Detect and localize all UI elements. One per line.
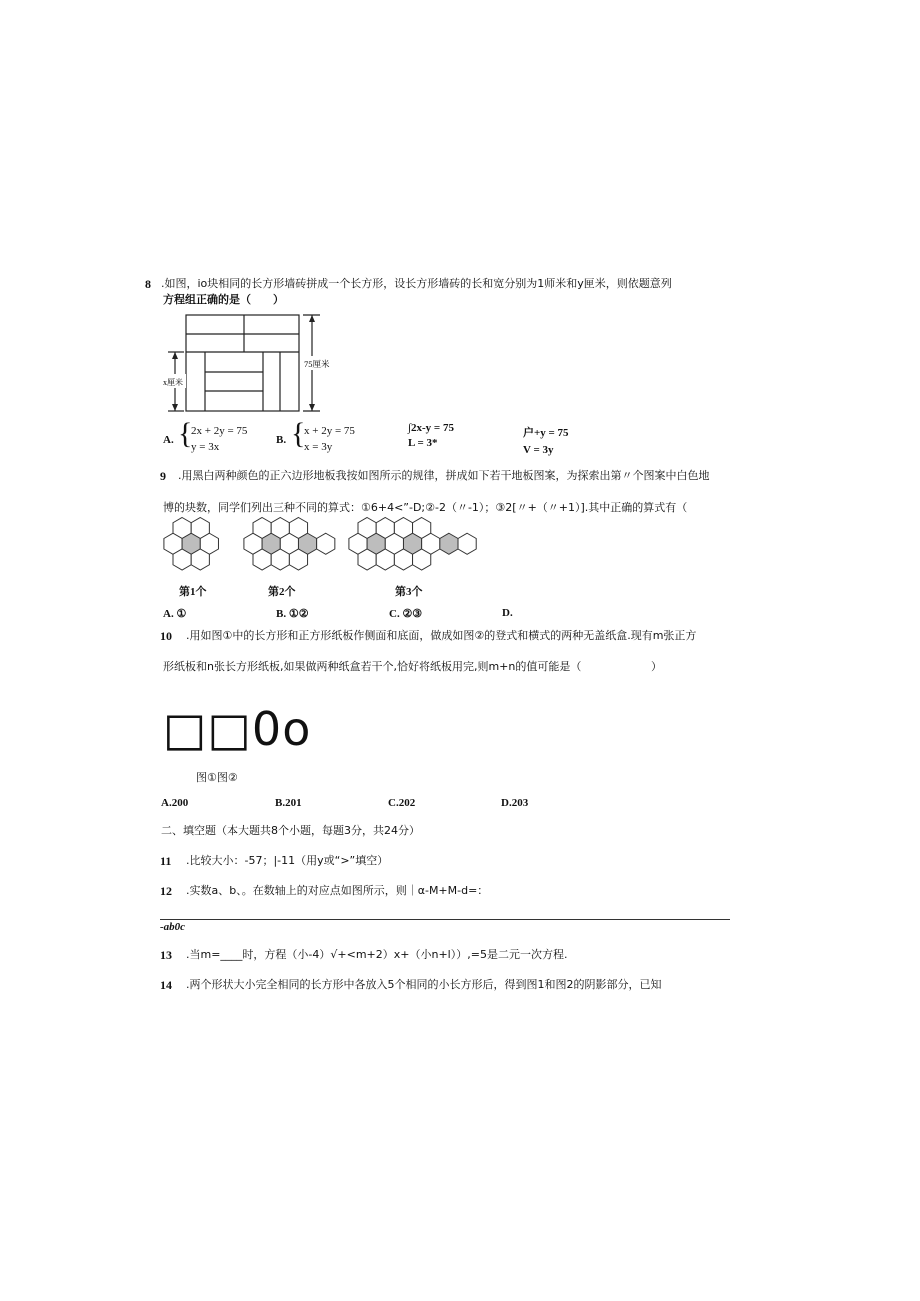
q8-option-a-eq1: 2x + 2y = 75 [191,425,248,437]
q9-option-b: B. ①② [276,608,309,620]
q11-text: .比较大小：-57；|-11（用y或“>”填空） [186,854,389,867]
q9-option-a: A. ① [163,608,187,620]
q8-option-c-eq2: L = 3* [408,437,438,449]
outer-rectangle [186,315,299,411]
q8-option-a-eq2: y = 3x [191,441,220,453]
q10-text-line2-close: ） [651,660,662,673]
q14-text: .两个形状大小完全相同的长方形中各放入5个相同的小长方形后，得到图1和图2的阴影部分，已知 [186,978,662,991]
q9-text-line1: .用黑白两种颜色的正六边形地板我按如图所示的规律，拼成如下若干地板图案，为探索出第〃个图案中白色地 [178,469,710,482]
q8-number: 8 [145,277,151,291]
q9-figure-label-1: 第1个 [179,586,207,598]
white-hexagon [289,549,307,570]
q9-option-d: D. [502,607,513,619]
q14-number: 14 [160,978,172,992]
white-hexagon [358,549,376,570]
q8-option-d-eq2: V = 3y [523,444,554,456]
q9-text-line2: 博的块数，同学们列出三种不同的算式：①6+4<”-D;②-2（〃-1）；③2[〃+（〃+1）].其中正确的算式有（ [163,501,688,514]
q8-option-b-brace: { [291,417,306,450]
q8-option-c-eq1: ∫2x-y = 75 [408,422,454,434]
side-label: x厘米 [163,378,183,387]
q8-option-a-brace: { [178,417,193,450]
white-hexagon [458,533,476,554]
q8-option-a-label: A. [163,434,174,446]
white-hexagon [413,549,431,570]
white-hexagon [253,549,271,570]
q9-figure-label-2: 第2个 [268,586,296,598]
q12-axis-labels: -ab0c [160,921,186,933]
q8-option-d-eq1: 户+y = 75 [523,427,569,439]
q10-text-line1: .用如图①中的长方形和正方形纸板作侧面和底面，做成如图②的登式和横式的两种无盖纸盒.现有m张正方 [186,629,697,642]
q10-figure-caption: 图①图② [196,771,238,784]
q8-text-line1: .如图，io块相同的长方形墙砖拼成一个长方形，设长方形墙砖的长和宽分别为1师米和y匣米，则依题意列 [161,277,672,290]
white-hexagon [173,549,191,570]
q8-option-b-eq1: x + 2y = 75 [304,425,355,437]
q10-figure-placeholder: □□0o [163,702,312,756]
q10-option-a: A.200 [161,797,189,809]
white-hexagon [191,549,209,570]
white-hexagon [376,549,394,570]
q10-number: 10 [160,629,172,643]
q9-number: 9 [160,469,166,483]
q13-text: .当m=____时，方程（小-4）√+<m+2）x+（小n+l））,=5是二元一次方程. [186,948,568,961]
q8-option-b-eq2: x = 3y [304,441,333,453]
q9-figure-label-3: 第3个 [395,586,423,598]
q10-option-d: D.203 [501,797,529,809]
gray-hexagon [440,533,458,554]
q11-number: 11 [160,854,172,868]
q8-text-line2: 方程组正确的是（ ） [163,294,284,306]
q9-option-c: C. ②③ [389,608,423,620]
white-hexagon [394,549,412,570]
q8-brick-figure [160,310,330,414]
q12-number: 12 [160,884,172,898]
q12-number-line [160,919,730,920]
section2-title: 二、填空题（本大题共8个小题，每题3分，共24分） [161,824,420,837]
q8-option-b-label: B. [276,434,287,446]
q10-option-b: B.201 [275,797,302,809]
q13-number: 13 [160,948,172,962]
q9-hexagon-patterns [150,515,480,585]
q12-text: .实数a、b、。在数轴上的对应点如图所示，则｜α-M+M-d=： [186,884,489,897]
height-label: 75厘米 [304,359,330,369]
q10-text-line2: 形纸板和n张长方形纸板,如果做两种纸盒若干个,恰好将纸板用完,则m+n的值可能是（ [163,660,582,673]
white-hexagon [271,549,289,570]
q10-option-c: C.202 [388,797,416,809]
white-hexagon [317,533,335,554]
